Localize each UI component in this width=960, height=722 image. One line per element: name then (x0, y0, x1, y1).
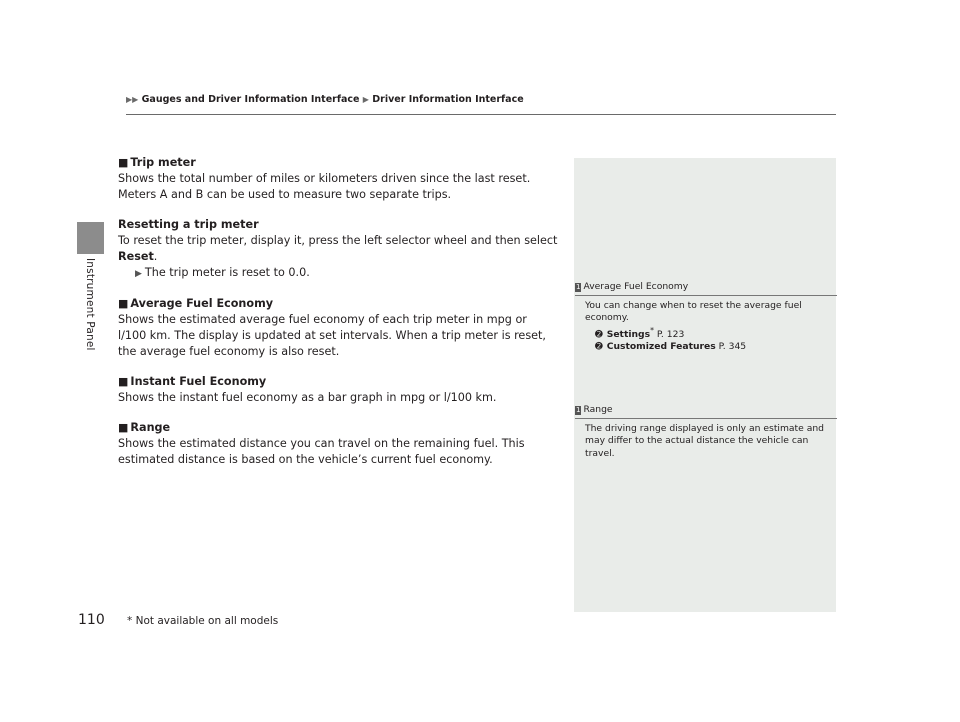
result-arrow-icon: ▶ (135, 269, 142, 279)
square-bullet-icon: ■ (118, 297, 129, 310)
section-heading-instant-fuel-economy: ■ Instant Fuel Economy (118, 375, 267, 388)
notes-panel (574, 158, 836, 612)
note-number-badge: 1 (576, 406, 581, 414)
reset-result: ▶ The trip meter is reset to 0.0. (135, 266, 310, 279)
note-number-badge: 1 (576, 283, 581, 291)
note-body: You can change when to reset the average fuel economy. ➋ Settings* P. 123 ➋ Customized Features P. 345 (575, 296, 837, 354)
square-bullet-icon: ■ (118, 421, 129, 434)
page-reference-icon: ➋ (595, 341, 603, 353)
note-average-fuel-economy (575, 281, 837, 354)
page-number: 110 (78, 612, 105, 628)
breadcrumb-arrows-icon: ▶▶ (126, 95, 139, 104)
reference-customized-features[interactable]: ➋ Customized Features P. 345 (595, 341, 747, 353)
note-range (575, 404, 837, 460)
section-heading-average-fuel-economy: ■ Average Fuel Economy (118, 297, 274, 310)
average-fuel-economy-body: Shows the estimated average fuel economy of each trip meter in mpg or l/100 km. The display is updated at set intervals. When a trip meter is reset, the average fuel economy is also reset. (118, 313, 546, 358)
breadcrumb (126, 94, 524, 105)
reset-keyword: Reset (118, 250, 154, 263)
breadcrumb-arrow-icon: ▶ (362, 95, 369, 104)
reset-instructions: To reset the trip meter, display it, press the left selector wheel and then select Reset. (118, 234, 558, 263)
page-reference-icon: ➋ (595, 328, 603, 340)
range-body: Shows the estimated distance you can travel on the remaining fuel. This estimated distance is based on the vehicle’s current fuel economy. (118, 437, 525, 466)
note-title: 1 Average Fuel Economy (575, 281, 837, 296)
breadcrumb-link-gauges[interactable]: Gauges and Driver Information Interface (141, 94, 360, 105)
section-tab-marker (77, 222, 104, 254)
instant-fuel-economy-body: Shows the instant fuel economy as a bar graph in mpg or l/100 km. (118, 391, 497, 404)
footnote: * Not available on all models (127, 615, 279, 627)
note-title: 1 Range (575, 404, 837, 419)
section-heading-range: ■ Range (118, 421, 171, 434)
section-heading-trip-meter: ■ Trip meter (118, 156, 196, 169)
trip-meter-body: Shows the total number of miles or kilometers driven since the last reset. Meters A and B can be used to measure two separate trips. (118, 172, 531, 201)
reference-settings[interactable]: ➋ Settings* P. 123 (595, 325, 685, 340)
main-content (118, 155, 558, 468)
header-divider (126, 114, 836, 115)
square-bullet-icon: ■ (118, 375, 129, 388)
breadcrumb-link-dii[interactable]: Driver Information Interface (372, 94, 524, 105)
section-tab-label: Instrument Panel (84, 258, 96, 351)
note-body: The driving range displayed is only an estimate and may differ to the actual distance the vehicle can travel. (585, 422, 825, 459)
square-bullet-icon: ■ (118, 156, 129, 169)
subheading-resetting-trip-meter: Resetting a trip meter (118, 218, 259, 231)
